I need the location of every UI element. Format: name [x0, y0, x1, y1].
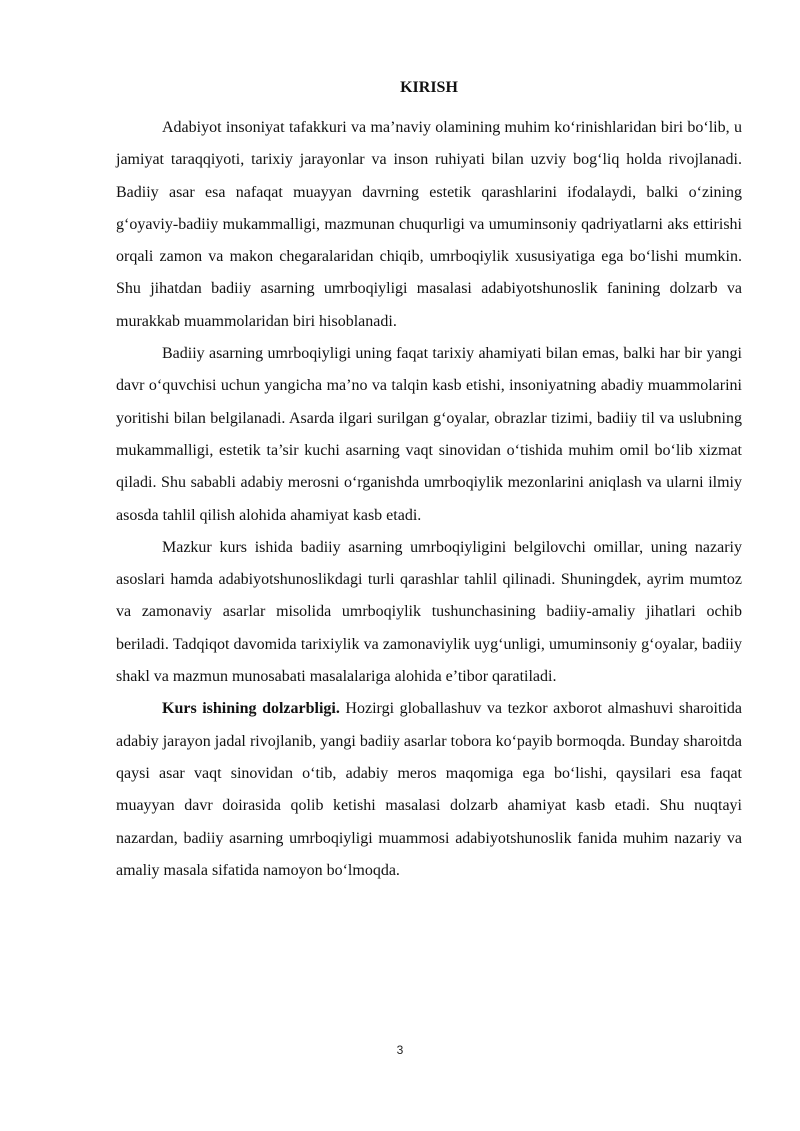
paragraph-scope: [116, 532, 742, 693]
paragraph-longevity: [116, 338, 742, 532]
paragraph-text: Mazkur kurs ishida badiiy asarning umrboqiyligini belgilovchi omillar, uning nazariy asoslari hamda adabiyotshunoslikdagi turli qarashlar tahlil qilinadi. Shuningdek, ayrim mumtoz va zamonaviy asarlar misolida umrboqiylik tushunchasining badiiy-amaliy jihatlari ochib beriladi. Tadqiqot davomida tarixiylik va zamonaviylik uyg‘unligi, umuminsoniy g‘oyalar, badiiy shakl va mazmun munosabati masalalariga alohida e’tibor qaratiladi.: [116, 538, 742, 686]
paragraph-lead: Kurs ishining dolzarbligi.: [162, 700, 340, 718]
paragraph-text: Adabiyot insoniyat tafakkuri va ma’naviy olamining muhim ko‘rinishlaridan biri bo‘lib, u jamiyat taraqqiyoti, tarixiy jarayonlar va inson ruhiyati bilan uzviy bog‘liq holda rivojlanadi. Badiiy asar esa nafaqat muayyan davrning estetik qarashlarini ifodalaydi, balki o‘zining g‘oyaviy-badiiy mukammalligi, mazmunan chuqurligi va umuminsoniy qadriyatlarni aks ettirishi orqali zamon va makon chegaralaridan chiqib, umrboqiylik xususiyatiga ega bo‘lishi mumkin. Shu jihatdan badiiy asarning umrboqiyligi masalasi adabiyotshunoslik fanining dolzarb va murakkab muammolaridan biri hisoblanadi.: [116, 119, 742, 330]
paragraph-relevance: [116, 693, 742, 887]
paragraph-text: Badiiy asarning umrboqiyligi uning faqat tarixiy ahamiyati bilan emas, balki har bir yangi davr o‘quvchisi uchun yangicha ma’no va talqin kasb etishi, insoniyatning abadiy muammolarini yoritishi bilan belgilanadi. Asarda ilgari surilgan g‘oyalar, obrazlar tizimi, badiiy til va uslubning mukammalligi, estetik ta’sir kuchi asarning vaqt sinovidan o‘tishida muhim omil bo‘lib xizmat qiladi. Shu sababli adabiy merosni o‘rganishda umrboqiylik mezonlarini aniqlash va ularni ilmiy asosda tahlil qilish alohida ahamiyat kasb etadi.: [116, 345, 742, 524]
section-title: KIRISH: [400, 79, 458, 96]
paragraph-text: Hozirgi globallashuv va tezkor axborot almashuvi sharoitida adabiy jarayon jadal rivojlanib, yangi badiiy asarlar tobora ko‘payib bormoqda. Bunday sharoitda qaysi asar vaqt sinovidan o‘tib, adabiy meros maqomiga ega bo‘lishi, qaysilari esa faqat muayyan davr doirasida qolib ketishi masalasi dolzarb ahamiyat kasb etadi. Shu nuqtayi nazardan, badiiy asarning umrboqiyligi muammosi adabiyotshunoslik fanida muhim nazariy va amaliy masala sifatida namoyon bo‘lmoqda.: [116, 700, 742, 879]
document-page: [116, 60, 742, 887]
page-number: 3: [396, 1043, 404, 1057]
paragraph-intro: [116, 112, 742, 338]
